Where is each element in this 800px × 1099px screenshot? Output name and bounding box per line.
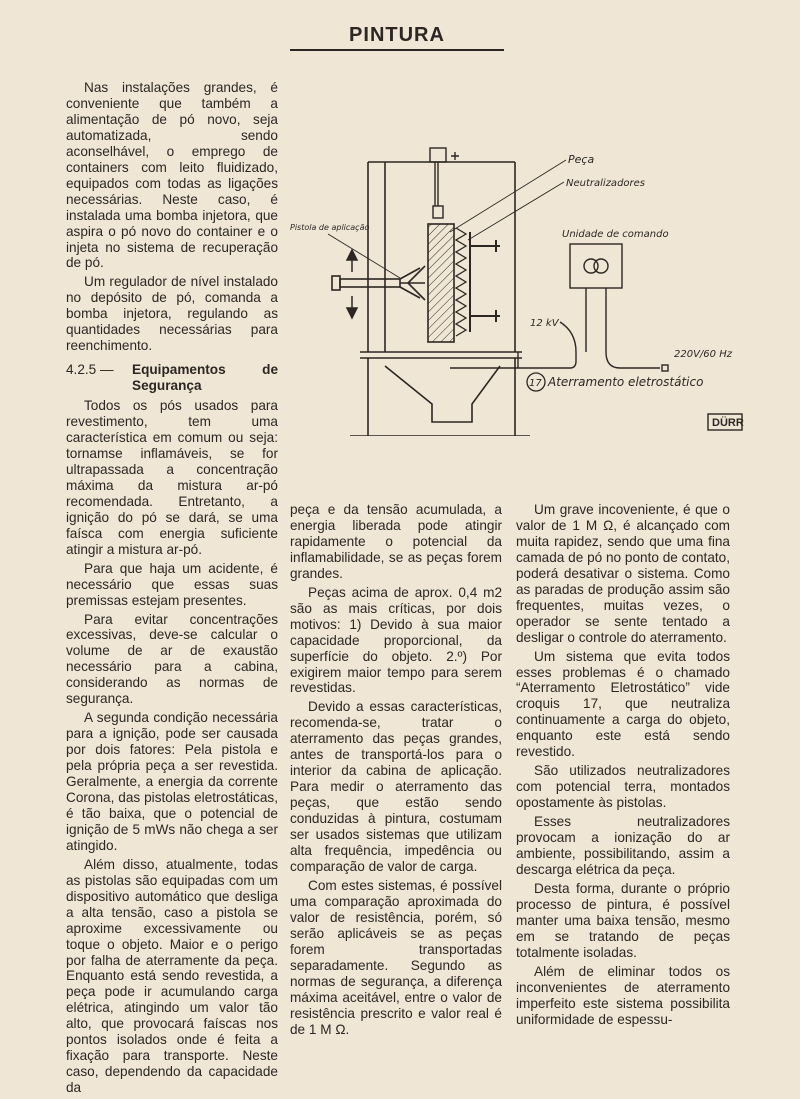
logo-durr: DÜRR [712, 417, 744, 429]
neutralizer-zigzag [456, 228, 466, 336]
paragraph: São utilizados neutralizadores com potencial terra, montados opostamente às pistolas. [516, 763, 730, 811]
page-title: PINTURA [349, 24, 445, 46]
paragraph: Todos os pós usados para revestimento, tem uma característica em comum ou seja: tornamse inflamáveis, se for ultrapassada a concentração máxima da mistura ar-pó recomendada. Entretanto, a ignição do pó se dará, se uma faísca com energia suficiente atingir a mistura ar-pó. [66, 398, 278, 557]
section-title: Equipamentos de Segurança [132, 362, 278, 394]
neutralizer-bars [470, 232, 500, 332]
text-column-2 [290, 502, 502, 1040]
label-pistola: Pistola de aplicação [290, 223, 370, 232]
workpiece [428, 224, 454, 342]
label-voltage: 220V/60 Hz [674, 349, 732, 360]
paragraph: Um regulador de nível instalado no depósito de pó, comanda a bomba injetora, regulando as quantidades necessárias para reenchimento. [66, 274, 278, 354]
croquis-number: 17 [529, 378, 542, 389]
paragraph: Um sistema que evita todos esses problemas é o chamado “Aterramento Eletrostático” vide croquis 17, que neutraliza continuamente a carga do objeto, enquanto este está sendo revestido. [516, 648, 730, 760]
paragraph: Esses neutralizadores provocam a ionização do ar ambiente, possibilitando, assim a descarga elétrica da peça. [516, 814, 730, 877]
control-unit [570, 244, 622, 352]
booth-diagram [290, 136, 750, 436]
label-aterramento: Aterramento eletrostático [548, 375, 704, 389]
paragraph: Além disso, atualmente, todas as pistolas são equipadas com um dispositivo automático que desliga a alta tensão, caso a pistola se aproxime excessivamente ou toque o objeto. Maior e o perigo por falha de aterramente da peça. Enquanto está sendo revestida, a peça pode ir acumulando carga elétrica, atingindo um valor tão alto, que provocará faíscas nos pontos isolados onde é feita a fixação para transporte. Neste caso, dependendo da capacidade da [66, 856, 278, 1096]
paragraph: Para que haja um acidente, é necessário que essas suas premissas estejam presentes. [66, 560, 278, 608]
section-heading [66, 362, 278, 394]
header-rule [290, 49, 504, 51]
label-neutralizadores: Neutralizadores [566, 178, 646, 189]
paragraph: Além de eliminar todos os inconvenientes de aterramento imperfeito este sistema possibilita uniformidade de espessu- [516, 963, 730, 1027]
paragraph: Um grave incoveniente, é que o valor de 1 M Ω, é alcançado com muita rapidez, sendo que uma fina camada de pó no ponto de contato, poderá desativar o sistema. Como as paradas de produção assim são frequentes, muitas vezes, o operador se sente tentado a desligar o controle do aterramento. [516, 502, 730, 645]
ground-cables [450, 322, 668, 371]
spray-gun [332, 266, 425, 300]
text-column-3 [516, 502, 730, 1031]
paragraph: A segunda condição necessária para a ignição, pode ser causada por dois fatores: Pela pistola e pela própria peça a ser revestida. Geralmente, a energia da corrente Corona, das pistolas eletrostáticas, é tão baixa, que o potencial de ignição de 5 mWs não chega a ser atingido. [66, 710, 278, 853]
label-peca: Peça [568, 153, 595, 166]
diagram-aterramento-eletrostatico [290, 136, 750, 436]
section-number: 4.2.5 — [66, 362, 114, 378]
paragraph: Para evitar concentrações excessivas, deve-se calcular o volume de ar de exaustão necessário para a cabina, considerando as normas de segurança. [66, 611, 278, 707]
label-unidade-comando: Unidade de comando [562, 229, 669, 240]
conveyor-hook [430, 148, 459, 218]
movement-arrows [347, 250, 357, 318]
paragraph: Desta forma, durante o próprio processo de pintura, é possível manter uma baixa tensão, mesmo em se tratando de peças totalmente isoladas. [516, 880, 730, 960]
page-header [290, 24, 504, 51]
paragraph: peça e da tensão acumulada, a energia liberada pode atingir rapidamente o potencial da inflamabilidade, se as peças forem grandes. [290, 502, 502, 581]
paragraph: Peças acima de aprox. 0,4 m2 são as mais críticas, por dois motivos: 1) Devido à sua maior capacidade proporcional, da superfície do objeto. 2.º) Por exigirem maior tempo para serem revestidas. [290, 584, 502, 696]
paragraph: Devido a essas características, recomenda-se, tratar o aterramento das peças grandes, antes de transportá-los para o interior da cabina de aplicação. Para medir o aterramento das peças, que estão sendo conduzidas à pintura, costumam ser usados sistemas que utilizam alta frequência, impedência ou comparação de valor de carga. [290, 699, 502, 874]
paragraph: Nas instalações grandes, é conveniente que também a alimentação de pó novo, seja automatizada, sendo aconselhável, o emprego de containers com leito fluidizado, equipados com todas as ligações necessárias. Neste caso, é instalada uma bomba injetora, que aspira o pó novo do container e o injeta no sistema de recuperação de pó. [66, 80, 278, 271]
text-column-1 [66, 80, 278, 1099]
paragraph: Com estes sistemas, é possível uma comparação aproximada do valor de resistência, porém, só serão aplicáveis se as peças forem transportadas separadamente. Segundo as normas de segurança, a diferença máxima aceitável, entre o valor de resistência prescrito e valor real é de 1 M Ω. [290, 877, 502, 1037]
label-12kv: 12 kV [530, 318, 559, 329]
